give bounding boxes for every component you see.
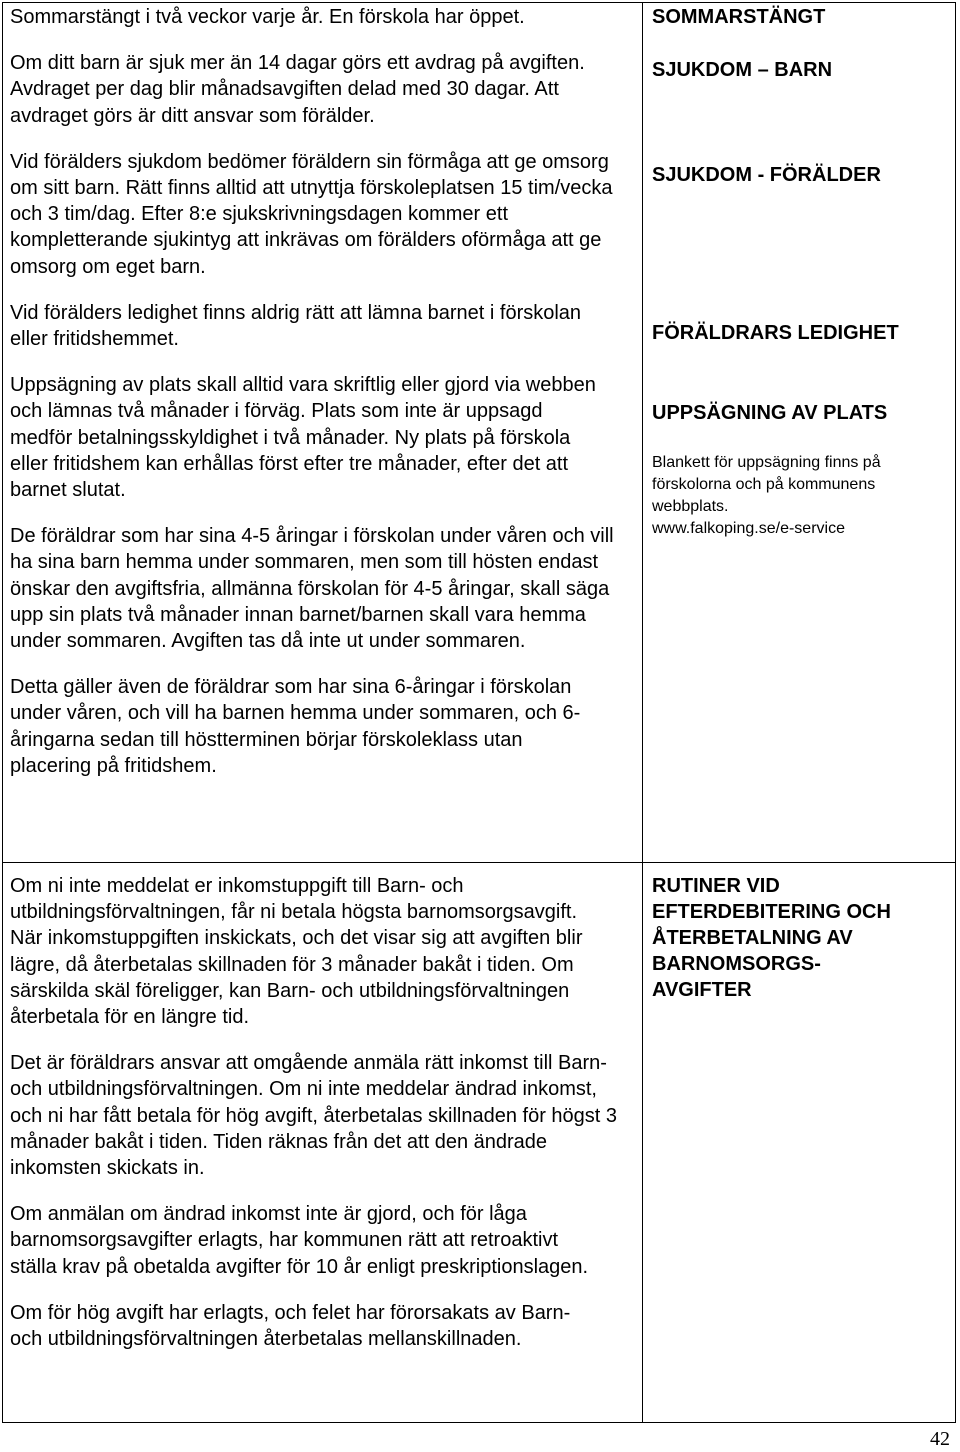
column-divider	[642, 2, 643, 1423]
row-divider	[2, 862, 956, 863]
heading-sjukdom-barn: SJUKDOM – BARN	[652, 59, 833, 81]
heading-sommarstangt: SOMMARSTÄNGT	[652, 6, 826, 28]
paragraph-fyra-fem-aringar: De föräldrar som har sina 4-5 åringar i förskolan under våren och vill ha sina barn hemma under sommaren, men som till hösten endast önskar den avgiftsfria, allmänna förskolan för 4-5 åringar, skall säga upp sin plats två månader innan barnet/barnen skall vara hemma under sommaren. Avgiften tas då inte ut under sommaren.	[10, 525, 614, 653]
heading-uppsagning: UPPSÄGNING AV PLATS	[652, 402, 888, 424]
heading-foraldrars-ledighet: FÖRÄLDRARS LEDIGHET	[652, 322, 899, 344]
row2-text-cell	[10, 873, 634, 1372]
paragraph-retroaktivt-krav: Om anmälan om ändrad inkomst inte är gjord, och för låga barnomsorgsavgifter erlagts, har kommunen rätt att retroaktivt ställa krav på obetalda avgifter för 10 år enligt preskriptionslagen.	[10, 1203, 589, 1278]
uppsagning-note: Blankett för uppsägning finns på förskolorna och på kommunens webbplats.	[652, 454, 881, 515]
heading-rutiner-efterdebitering: RUTINER VID EFTERDEBITERING OCH ÅTERBETALNING AV BARNOMSORGS-AVGIFTER	[652, 875, 891, 1001]
paragraph-sjukdom-barn: Om ditt barn är sjuk mer än 14 dagar görs ett avdrag på avgiften. Avdraget per dag blir månadsavgiften delad med 30 dagar. Att avdraget görs är ditt ansvar som förälder.	[10, 52, 585, 127]
paragraph-inkomstuppgift: Om ni inte meddelat er inkomstuppgift till Barn- och utbildningsförvaltningen, får ni betala högsta barnomsorgsavgift. När inkomstuppgiften inskickats, och det visar sig att avgiften blir lägre, då återbetalas skillnaden för 3 månader bakåt i tiden. Om särskilda skäl föreligger, kan Barn- och utbildningsförvaltningen återbetala för en längre tid.	[10, 875, 583, 1029]
e-service-link[interactable]: www.falkoping.se/e-service	[652, 520, 845, 537]
paragraph-sjukdom-foralder: Vid förälders sjukdom bedömer föräldern sin förmåga att ge omsorg om sitt barn. Rätt finns alltid att utnyttja förskoleplatsen 15 tim/vecka och 3 tim/dag. Efter 8:e sjukskrivningsdagen kommer ett kompletterande sjukintyg att inkrävas om förälders oförmåga att ge omsorg om eget barn.	[10, 150, 613, 278]
paragraph-sommarstangt: Sommarstängt i två veckor varje år. En förskola har öppet.	[10, 6, 525, 28]
paragraph-for-hog-avgift: Om för hög avgift har erlagts, och felet har förorsakats av Barn- och utbildningsförvaltningen återbetalas mellanskillnaden.	[10, 1301, 571, 1351]
page-number: 42	[930, 1428, 950, 1450]
row1-text-cell	[10, 4, 634, 799]
paragraph-anmala-inkomst: Det är föräldrars ansvar att omgående anmäla rätt inkomst till Barn- och utbildningsförvaltningen. Om ni inte meddelar ändrad inkomst, och ni har fått betala för hög avgift, återbetalas skillnaden för högst 3 månader bakåt i tiden. Tiden räknas från det att den ändrade inkomsten skickats in.	[10, 1052, 618, 1180]
paragraph-uppsagning: Uppsägning av plats skall alltid vara skriftlig eller gjord via webben och lämnas två månader i förväg. Plats som inte är uppsagd medför betalningsskyldighet i två månader. Ny plats på förskola eller fritidshem kan erhållas först efter tre månader, efter det att barnet slutat.	[10, 374, 596, 502]
paragraph-foraldrars-ledighet: Vid förälders ledighet finns aldrig rätt att lämna barnet i förskolan eller fritidshemmet.	[10, 301, 582, 351]
heading-sjukdom-foralder: SJUKDOM - FÖRÄLDER	[652, 164, 881, 186]
paragraph-sex-aringar: Detta gäller även de föräldrar som har sina 6-åringar i förskolan under våren, och vill ha barnen hemma under sommaren, och 6-åringarna sedan till höstterminen börjar förskoleklass utan placering på fritidshem.	[10, 676, 581, 777]
